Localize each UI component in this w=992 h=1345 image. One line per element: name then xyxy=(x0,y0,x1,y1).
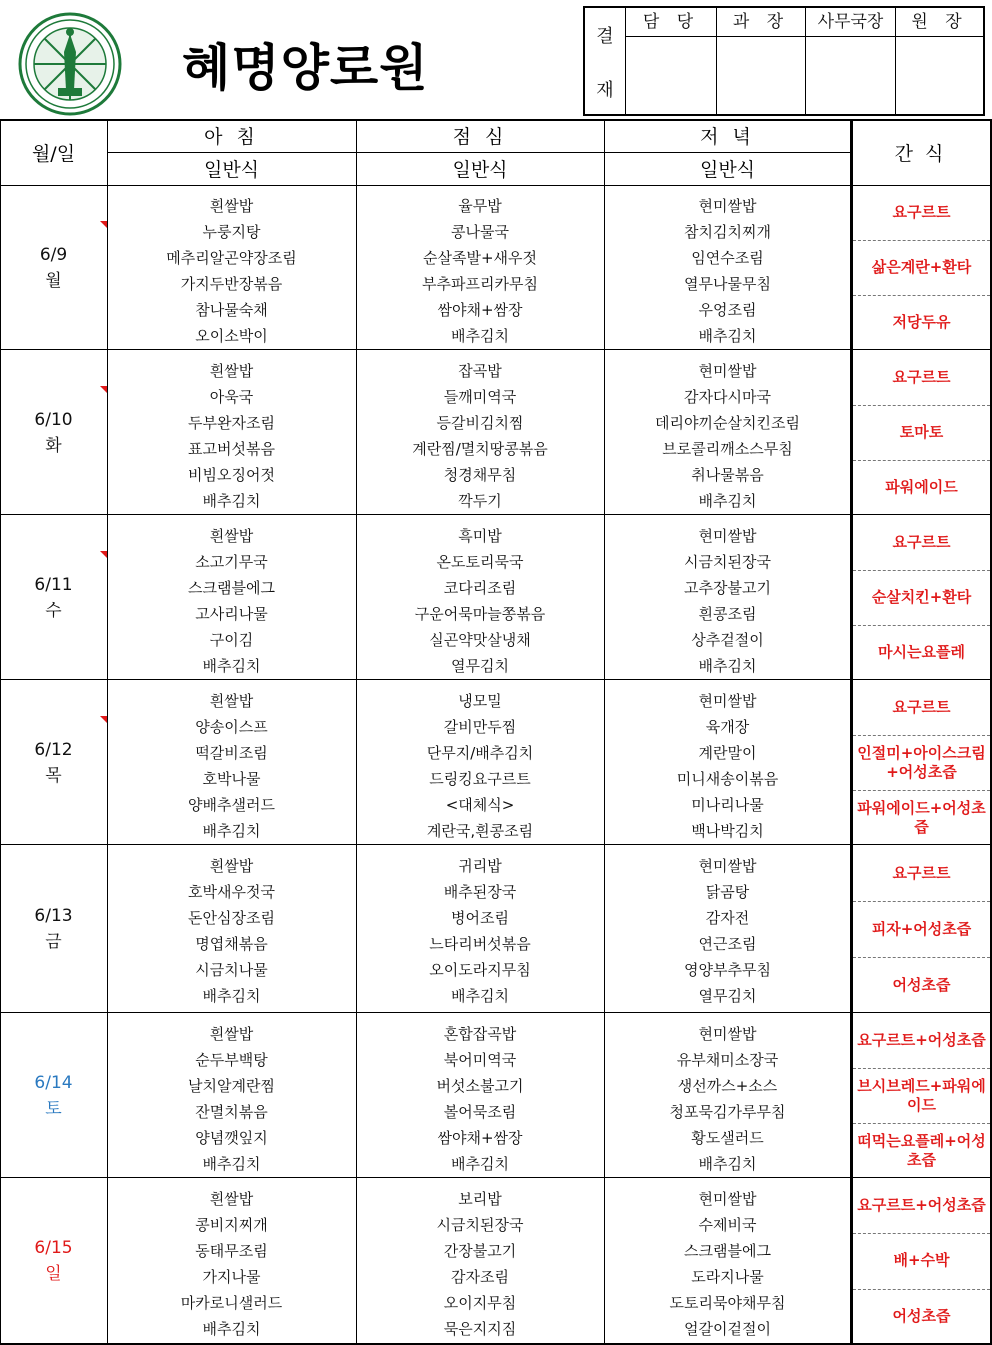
day-weekday: 수 xyxy=(45,600,62,621)
snack-divider xyxy=(853,460,990,461)
day-date: 6/11 xyxy=(34,574,73,595)
dinner-menu-list xyxy=(604,853,851,1009)
snack-divider xyxy=(853,1068,990,1069)
day-weekday: 화 xyxy=(45,435,62,456)
menu-item: 열무김치 xyxy=(451,657,509,675)
menu-item: 생선까스+소스 xyxy=(677,1077,778,1095)
day-date: 6/12 xyxy=(34,739,73,760)
menu-item: 흰쌀밥 xyxy=(209,1190,254,1208)
day-date: 6/9 xyxy=(39,244,68,265)
breakfast-menu-list xyxy=(107,193,356,349)
menu-item: 흰쌀밥 xyxy=(209,197,254,215)
lunch-menu-list xyxy=(356,193,604,349)
menu-item: 쌈야채+쌈장 xyxy=(437,301,523,319)
approval-col-director xyxy=(895,8,983,114)
menu-item: 현미쌀밥 xyxy=(698,1025,757,1043)
row-divider xyxy=(0,349,992,350)
menu-item: 순살족발+새우젓 xyxy=(423,249,537,267)
menu-item: 가지나물 xyxy=(202,1268,261,1286)
menu-item: 호박나물 xyxy=(202,770,261,788)
day-date: 6/10 xyxy=(34,409,73,430)
day-weekday: 금 xyxy=(45,932,62,952)
snack-divider xyxy=(853,1123,990,1124)
breakfast-header: 아 침 xyxy=(204,126,259,148)
menu-item: 아욱국 xyxy=(209,388,254,406)
menu-item: 흰쌀밥 xyxy=(209,857,254,875)
breakfast-menu-list xyxy=(107,523,356,679)
lunch-header: 점 심 xyxy=(452,126,508,148)
snack-divider xyxy=(853,1289,990,1290)
snack-item: 배+수박 xyxy=(893,1251,950,1270)
menu-item: 현미쌀밥 xyxy=(698,197,757,215)
menu-item: 깍두기 xyxy=(458,492,502,510)
menu-item: 볼어묵조림 xyxy=(443,1103,517,1121)
menu-item: 북어미역국 xyxy=(443,1051,517,1069)
menu-item: 청경채무침 xyxy=(443,466,517,484)
day-date-cell xyxy=(0,515,107,680)
menu-item: 병어조림 xyxy=(451,909,509,927)
dinner-menu-list xyxy=(604,1021,851,1177)
snack-item: 피자+어성초즙 xyxy=(871,919,972,938)
header-bottom-border xyxy=(0,185,992,186)
menu-item: 날치알계란찜 xyxy=(188,1077,275,1095)
menu-item: 배추김치 xyxy=(202,987,261,1005)
menu-item: 우엉조림 xyxy=(698,301,757,319)
snack-item: 브시브레드+파워에이드 xyxy=(857,1076,986,1114)
menu-item: 스크램블에그 xyxy=(188,579,275,597)
snack-item: 요구르트+어성초즙 xyxy=(857,1031,986,1049)
menu-item: 귀리밥 xyxy=(458,857,502,875)
snack-item: 요구르트 xyxy=(892,698,951,716)
day-weekday: 일 xyxy=(45,1264,62,1284)
menu-item: 고추장불고기 xyxy=(684,579,771,597)
table-left-border xyxy=(0,119,1,1344)
snack-item: 저당두유 xyxy=(892,313,951,331)
menu-item: 오이소박이 xyxy=(195,327,268,345)
menu-item: 콩비지찌개 xyxy=(195,1216,268,1234)
row-divider xyxy=(0,514,992,515)
menu-item: 감자다시마국 xyxy=(684,388,771,406)
menu-item: 느타리버섯볶음 xyxy=(429,935,531,953)
header-divider xyxy=(107,152,851,153)
snack-divider xyxy=(853,625,990,626)
menu-item: 흑미밥 xyxy=(458,527,502,545)
approval-label-bottom: 재 xyxy=(596,80,614,101)
approval-role: 담 당 xyxy=(626,8,716,37)
comment-marker xyxy=(100,716,107,723)
menu-item: 버섯소불고기 xyxy=(436,1077,524,1095)
breakfast-meal-type: 일반식 xyxy=(203,159,260,181)
day-date-cell xyxy=(0,1013,107,1178)
snack-item: 파워에이드+어성초즙 xyxy=(857,798,986,836)
menu-item: 코다리조림 xyxy=(443,579,517,597)
snack-item: 순살치킨+환타 xyxy=(871,588,972,606)
menu-item: 율무밥 xyxy=(458,197,502,215)
day-date-cell xyxy=(0,185,107,350)
snack-item: 파워에이드 xyxy=(885,478,958,496)
row-divider xyxy=(0,679,992,680)
menu-item: 상추겉절이 xyxy=(691,631,764,649)
menu-item: 시금치된장국 xyxy=(684,553,771,571)
day-date-cell xyxy=(0,845,107,1013)
approval-label-top: 결 xyxy=(596,26,614,47)
menu-item: 묵은지지짐 xyxy=(443,1320,517,1338)
snack-item: 어성초즙 xyxy=(892,1306,951,1325)
page-header xyxy=(0,0,992,120)
dinner-menu-list xyxy=(604,523,851,679)
menu-item: 계란찜/멸치땅콩볶음 xyxy=(412,440,548,458)
menu-item: 배추김치 xyxy=(202,657,261,675)
approval-role: 원 장 xyxy=(896,8,983,37)
row-divider xyxy=(0,1177,992,1178)
menu-item: 비빔오징어젓 xyxy=(188,466,275,484)
menu-item: 도토리묵야채무침 xyxy=(669,1294,786,1312)
menu-item: 배추김치 xyxy=(451,1155,509,1173)
snack-item: 요구르트 xyxy=(892,203,951,221)
lunch-menu-list xyxy=(356,688,604,844)
menu-item: 배추김치 xyxy=(698,492,757,510)
lunch-menu-list xyxy=(356,523,604,679)
menu-item: 호박새우젓국 xyxy=(188,883,275,901)
snack-item: 요구르트 xyxy=(892,533,951,551)
menu-item: 배추김치 xyxy=(698,1155,757,1173)
comment-marker xyxy=(100,221,107,228)
menu-item: 온도토리묵국 xyxy=(436,553,524,571)
snack-divider xyxy=(853,957,990,958)
menu-item: 배추김치 xyxy=(202,822,261,840)
breakfast-menu-list xyxy=(107,1021,356,1177)
menu-item: 시금치나물 xyxy=(195,961,268,979)
menu-item: 배추김치 xyxy=(202,492,261,510)
snack-item: 어성초즙 xyxy=(892,975,951,994)
menu-item: 부추파프리카무침 xyxy=(422,275,538,293)
table-top-border xyxy=(0,119,992,121)
snack-divider xyxy=(853,1233,990,1234)
menu-item: 드링킹요구르트 xyxy=(429,770,531,788)
snack-item: 요구르트+어성초즙 xyxy=(857,1196,986,1215)
menu-item: 배추김치 xyxy=(202,1155,261,1173)
menu-item: 얼갈이겉절이 xyxy=(684,1320,771,1338)
menu-item: 현미쌀밥 xyxy=(698,362,757,380)
day-date-cell xyxy=(0,1178,107,1344)
breakfast-menu-list xyxy=(107,853,356,1009)
snack-item: 마시는요플레 xyxy=(878,643,965,661)
menu-item: 참치김치찌개 xyxy=(684,223,771,241)
row-divider xyxy=(0,844,992,845)
menu-item: 육개장 xyxy=(705,718,750,736)
menu-item: 수제비국 xyxy=(698,1216,757,1234)
menu-item: 배추된장국 xyxy=(443,883,517,901)
menu-table xyxy=(0,119,992,1344)
snack-item: 요구르트 xyxy=(892,368,951,386)
menu-item: 잡곡밥 xyxy=(458,362,502,380)
menu-item: 마카로니샐러드 xyxy=(180,1294,283,1312)
menu-item: 가지두반장볶음 xyxy=(180,275,283,293)
snack-divider xyxy=(853,901,990,902)
menu-item: 간장불고기 xyxy=(443,1242,517,1260)
menu-item: 스크램블에그 xyxy=(684,1242,771,1260)
menu-item: 들깨미역국 xyxy=(443,388,517,406)
menu-item: 백나박김치 xyxy=(691,822,764,840)
menu-item: 배추김치 xyxy=(451,987,509,1005)
dinner-menu-list xyxy=(604,358,851,514)
snack-divider xyxy=(853,295,990,296)
comment-marker xyxy=(100,551,107,558)
menu-item: 단무지/배추김치 xyxy=(426,744,534,762)
menu-item: 혼합잡곡밥 xyxy=(443,1025,517,1043)
day-date: 6/14 xyxy=(34,1072,73,1093)
page-title: 혜명양로원 xyxy=(182,39,429,97)
menu-item: 순두부백탕 xyxy=(195,1051,268,1069)
menu-item: 동태무조림 xyxy=(195,1242,268,1260)
lunch-menu-list xyxy=(356,853,604,1009)
menu-item: 양송이스프 xyxy=(195,718,268,736)
menu-item: 참나물숙채 xyxy=(195,301,268,319)
day-date: 6/15 xyxy=(34,1238,73,1258)
menu-item: 현미쌀밥 xyxy=(698,692,757,710)
day-weekday: 토 xyxy=(45,1098,62,1119)
menu-item: 연근조림 xyxy=(698,935,757,953)
menu-item: 배추김치 xyxy=(698,657,757,675)
menu-item: 계란말이 xyxy=(698,744,757,762)
menu-item: 배추김치 xyxy=(202,1320,261,1338)
menu-item: 황도샐러드 xyxy=(691,1129,764,1147)
menu-item: 시금치된장국 xyxy=(436,1216,524,1234)
row-divider xyxy=(0,1012,992,1013)
menu-item: 브로콜리깨소스무침 xyxy=(662,440,793,458)
menu-item: 실곤약맛살냉채 xyxy=(429,631,531,649)
dinner-header: 저 녁 xyxy=(700,126,755,148)
menu-item: 콩나물국 xyxy=(451,223,509,241)
comment-marker xyxy=(100,386,107,393)
dinner-menu-list xyxy=(604,193,851,349)
menu-item: 떡갈비조림 xyxy=(195,744,268,762)
menu-item: 쌈야채+쌈장 xyxy=(437,1129,523,1147)
menu-item: 유부채미소장국 xyxy=(676,1051,779,1069)
lunch-menu-list xyxy=(356,1021,604,1177)
menu-item: 현미쌀밥 xyxy=(698,1190,757,1208)
menu-item: 흰쌀밥 xyxy=(209,362,254,380)
menu-item: 표고버섯볶음 xyxy=(188,440,275,458)
day-weekday: 목 xyxy=(45,765,62,786)
dinner-meal-type: 일반식 xyxy=(699,159,756,181)
snack-divider xyxy=(853,790,990,791)
day-date-cell xyxy=(0,680,107,845)
menu-item: 배추김치 xyxy=(698,327,757,345)
menu-item: 배추김치 xyxy=(451,327,509,345)
snack-divider xyxy=(853,240,990,241)
day-weekday: 월 xyxy=(45,270,62,291)
menu-item: 미니새송이볶음 xyxy=(676,770,779,788)
snack-item: 떠먹는요플레+어성초즙 xyxy=(857,1131,986,1169)
dinner-menu-list xyxy=(604,688,851,844)
menu-item: 양념깻잎지 xyxy=(195,1129,268,1147)
snack-divider xyxy=(853,570,990,571)
approval-col-manager xyxy=(716,8,805,114)
menu-item: 흰쌀밥 xyxy=(209,1025,254,1043)
menu-item: 도라지나물 xyxy=(691,1268,764,1286)
snack-item: 요구르트 xyxy=(892,863,951,882)
menu-item: 구이김 xyxy=(209,631,254,649)
menu-item: 현미쌀밥 xyxy=(698,527,757,545)
emblem-logo xyxy=(18,12,122,116)
menu-item: <대체식> xyxy=(445,796,515,814)
menu-item: 취나물볶음 xyxy=(691,466,764,484)
menu-item: 냉모밀 xyxy=(458,692,502,710)
menu-item: 보리밥 xyxy=(458,1190,502,1208)
snack-divider xyxy=(853,735,990,736)
menu-item: 흰쌀밥 xyxy=(209,527,254,545)
menu-item: 메추리알곤약장조림 xyxy=(166,249,297,267)
menu-item: 현미쌀밥 xyxy=(698,857,757,875)
date-column-header: 월/일 xyxy=(31,142,76,165)
menu-item: 청포묵김가루무침 xyxy=(669,1103,786,1121)
menu-item: 갈비만두찜 xyxy=(443,718,517,736)
breakfast-menu-list xyxy=(107,358,356,514)
menu-item: 흰쌀밥 xyxy=(209,692,254,710)
approval-role: 사무국장 xyxy=(806,8,895,37)
menu-item: 미나리나물 xyxy=(691,796,764,814)
menu-item: 소고기무국 xyxy=(195,553,268,571)
lunch-menu-list xyxy=(356,358,604,514)
menu-item: 감자전 xyxy=(705,909,750,927)
menu-item: 두부완자조림 xyxy=(188,414,275,432)
menu-item: 구운어묵마늘쫑볶음 xyxy=(414,605,546,623)
menu-item: 양배추샐러드 xyxy=(188,796,275,814)
menu-item: 고사리나물 xyxy=(195,605,268,623)
snack-divider xyxy=(853,405,990,406)
breakfast-menu-list xyxy=(107,1186,356,1342)
menu-item: 누룽지탕 xyxy=(202,223,261,241)
snack-item: 삶은계란+환타 xyxy=(871,258,972,276)
snack-item: 토마토 xyxy=(899,423,944,441)
menu-item: 등갈비김치찜 xyxy=(436,414,524,432)
approval-col-office-chief xyxy=(805,8,895,114)
menu-item: 데리야끼순살치킨조림 xyxy=(655,414,800,432)
menu-item: 열무나물무침 xyxy=(684,275,771,293)
menu-item: 흰콩조림 xyxy=(698,605,757,623)
approval-col-staff xyxy=(625,8,716,114)
snack-column-header: 간 식 xyxy=(894,142,947,165)
menu-item: 명엽채볶음 xyxy=(195,935,268,953)
menu-item: 영양부추무침 xyxy=(684,961,771,979)
lunch-menu-list xyxy=(356,1186,604,1342)
breakfast-menu-list xyxy=(107,688,356,844)
approval-box xyxy=(583,6,985,116)
menu-item: 임연수조림 xyxy=(691,249,764,267)
snack-item: 인절미+아이스크림+어성초즙 xyxy=(857,743,986,781)
menu-item: 열무김치 xyxy=(698,987,757,1005)
day-date: 6/13 xyxy=(34,906,73,926)
lunch-meal-type: 일반식 xyxy=(452,159,508,181)
day-date-cell xyxy=(0,350,107,515)
approval-role: 과 장 xyxy=(717,8,805,37)
menu-item: 잔멸치볶음 xyxy=(195,1103,268,1121)
menu-item: 감자조림 xyxy=(451,1268,509,1286)
menu-item: 오이도라지무침 xyxy=(429,961,531,979)
menu-item: 돈안심장조림 xyxy=(188,909,275,927)
menu-item: 계란국,흰콩조림 xyxy=(426,822,534,840)
menu-item: 닭곰탕 xyxy=(705,883,750,901)
menu-item: 오이지무침 xyxy=(443,1294,517,1312)
dinner-menu-list xyxy=(604,1186,851,1342)
